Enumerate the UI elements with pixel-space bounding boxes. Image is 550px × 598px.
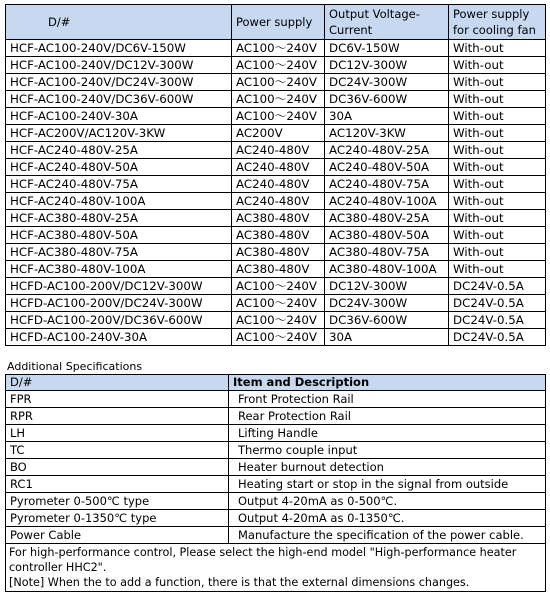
option-description-cell: Heating start or stop in the signal from outside xyxy=(229,476,546,493)
power-supply-cell: AC100～240V xyxy=(232,40,325,57)
note-row xyxy=(6,544,546,592)
model-cell: HCF-AC240-480V-75A xyxy=(6,176,232,193)
table-row xyxy=(6,193,546,210)
header-power-supply: Power supply xyxy=(232,5,325,40)
power-supply-cell: AC100～240V xyxy=(232,91,325,108)
option-code-cell: RC1 xyxy=(6,476,229,493)
cooling-fan-cell: With-out xyxy=(449,57,546,74)
output-cell: AC240-480V-25A xyxy=(325,142,449,159)
model-cell: HCF-AC240-480V-25A xyxy=(6,142,232,159)
header-dnum: D/# xyxy=(6,375,229,391)
model-cell: HCFD-AC100-200V/DC24V-300W xyxy=(6,295,232,312)
table-row xyxy=(6,159,546,176)
output-cell: AC120V-3KW xyxy=(325,125,449,142)
model-cell: HCF-AC380-480V-25A xyxy=(6,210,232,227)
cooling-fan-cell: With-out xyxy=(449,261,546,278)
option-code-cell: LH xyxy=(6,425,229,442)
cooling-fan-cell: With-out xyxy=(449,74,546,91)
power-supply-cell: AC100～240V xyxy=(232,329,325,346)
option-description-cell: Rear Protection Rail xyxy=(229,408,546,425)
model-cell: HCF-AC100-240V/DC6V-150W xyxy=(6,40,232,57)
table-row xyxy=(6,295,546,312)
option-code-cell: Pyrometer 0-500℃ type xyxy=(6,493,229,510)
model-cell: HCF-AC240-480V-50A xyxy=(6,159,232,176)
model-cell: HCF-AC100-240V/DC36V-600W xyxy=(6,91,232,108)
cooling-fan-cell: With-out xyxy=(449,244,546,261)
output-cell: AC380-480V-50A xyxy=(325,227,449,244)
power-supply-cell: AC100～240V xyxy=(232,312,325,329)
output-cell: DC36V-600W xyxy=(325,312,449,329)
additional-specs-header xyxy=(6,375,546,391)
model-cell: HCFD-AC100-240V-30A xyxy=(6,329,232,346)
additional-specs-title: Additional Specifications xyxy=(7,360,143,373)
power-supply-cell: AC380-480V xyxy=(232,261,325,278)
power-supply-cell: AC200V xyxy=(232,125,325,142)
power-supply-cell: AC240-480V xyxy=(232,142,325,159)
option-code-cell: RPR xyxy=(6,408,229,425)
table-row xyxy=(6,278,546,295)
table-row xyxy=(6,459,546,476)
option-description-cell: Front Protection Rail xyxy=(229,391,546,408)
cooling-fan-cell: With-out xyxy=(449,108,546,125)
model-cell: HCFD-AC100-200V/DC36V-600W xyxy=(6,312,232,329)
power-supply-cell: AC240-480V xyxy=(232,159,325,176)
table-row xyxy=(6,57,546,74)
output-cell: DC6V-150W xyxy=(325,40,449,57)
output-cell: AC380-480V-25A xyxy=(325,210,449,227)
table-row xyxy=(6,244,546,261)
power-supply-cell: AC240-480V xyxy=(232,176,325,193)
option-description-cell: Thermo couple input xyxy=(229,442,546,459)
power-supply-cell: AC380-480V xyxy=(232,244,325,261)
dimensions-note: [Note] When the to add a function, there is that the external dimensions changes. xyxy=(9,576,470,589)
table-row xyxy=(6,210,546,227)
option-code-cell: Pyrometer 0-1350℃ type xyxy=(6,510,229,527)
cooling-fan-cell: With-out xyxy=(449,142,546,159)
table-row xyxy=(6,74,546,91)
output-cell: AC380-480V-100A xyxy=(325,261,449,278)
model-cell: HCF-AC240-480V-100A xyxy=(6,193,232,210)
high-performance-note: For high-performance control, Please select the high-end model "High-performance heater controller HHC2". xyxy=(9,546,517,574)
power-supply-cell: AC100～240V xyxy=(232,278,325,295)
additional-specs-table xyxy=(5,374,546,592)
option-code-cell: Power Cable xyxy=(6,527,229,544)
models-table-header xyxy=(6,5,546,40)
output-cell: 30A xyxy=(325,329,449,346)
output-cell: DC24V-300W xyxy=(325,295,449,312)
cooling-fan-cell: With-out xyxy=(449,125,546,142)
table-row xyxy=(6,329,546,346)
table-row xyxy=(6,91,546,108)
cooling-fan-cell: With-out xyxy=(449,91,546,108)
power-supply-cell: AC100～240V xyxy=(232,108,325,125)
table-row xyxy=(6,108,546,125)
model-cell: HCF-AC100-240V/DC24V-300W xyxy=(6,74,232,91)
output-cell: AC240-480V-100A xyxy=(325,193,449,210)
cooling-fan-cell: With-out xyxy=(449,193,546,210)
table-row xyxy=(6,442,546,459)
header-cooling-fan: Power supply for cooling fan xyxy=(449,5,546,40)
output-cell: AC380-480V-75A xyxy=(325,244,449,261)
header-dnum: D/# xyxy=(6,5,232,40)
table-row xyxy=(6,408,546,425)
table-row xyxy=(6,312,546,329)
power-supply-cell: AC380-480V xyxy=(232,227,325,244)
option-code-cell: BO xyxy=(6,459,229,476)
option-description-cell: Heater burnout detection xyxy=(229,459,546,476)
table-row xyxy=(6,142,546,159)
output-cell: DC12V-300W xyxy=(325,57,449,74)
model-cell: HCFD-AC100-200V/DC12V-300W xyxy=(6,278,232,295)
cooling-fan-cell: With-out xyxy=(449,210,546,227)
output-cell: 30A xyxy=(325,108,449,125)
table-row xyxy=(6,425,546,442)
power-supply-cell: AC100～240V xyxy=(232,57,325,74)
cooling-fan-cell: With-out xyxy=(449,159,546,176)
output-cell: DC36V-600W xyxy=(325,91,449,108)
table-row xyxy=(6,510,546,527)
model-cell: HCF-AC100-240V/DC12V-300W xyxy=(6,57,232,74)
output-cell: AC240-480V-50A xyxy=(325,159,449,176)
table-row xyxy=(6,125,546,142)
models-table xyxy=(5,4,546,346)
model-cell: HCF-AC380-480V-100A xyxy=(6,261,232,278)
table-row xyxy=(6,261,546,278)
output-cell: DC24V-300W xyxy=(325,74,449,91)
table-row xyxy=(6,176,546,193)
option-description-cell: Output 4-20mA as 0-1350℃. xyxy=(229,510,546,527)
cooling-fan-cell: With-out xyxy=(449,40,546,57)
output-cell: AC240-480V-75A xyxy=(325,176,449,193)
model-cell: HCF-AC200V/AC120V-3KW xyxy=(6,125,232,142)
table-row xyxy=(6,40,546,57)
option-code-cell: FPR xyxy=(6,391,229,408)
table-row xyxy=(6,493,546,510)
cooling-fan-cell: With-out xyxy=(449,176,546,193)
table-row xyxy=(6,391,546,408)
option-code-cell: TC xyxy=(6,442,229,459)
output-cell: DC12V-300W xyxy=(325,278,449,295)
cooling-fan-cell: DC24V-0.5A xyxy=(449,278,546,295)
option-description-cell: Output 4-20mA as 0-500℃. xyxy=(229,493,546,510)
model-cell: HCF-AC380-480V-50A xyxy=(6,227,232,244)
table-row xyxy=(6,227,546,244)
power-supply-cell: AC240-480V xyxy=(232,193,325,210)
option-description-cell: Lifting Handle xyxy=(229,425,546,442)
power-supply-cell: AC100～240V xyxy=(232,74,325,91)
cooling-fan-cell: DC24V-0.5A xyxy=(449,295,546,312)
table-row xyxy=(6,476,546,493)
cooling-fan-cell: DC24V-0.5A xyxy=(449,329,546,346)
model-cell: HCF-AC100-240V-30A xyxy=(6,108,232,125)
header-item-description: Item and Description xyxy=(229,375,546,391)
cooling-fan-cell: DC24V-0.5A xyxy=(449,312,546,329)
power-supply-cell: AC380-480V xyxy=(232,210,325,227)
cooling-fan-cell: With-out xyxy=(449,227,546,244)
header-output: Output Voltage-Current xyxy=(325,5,449,40)
table-row xyxy=(6,527,546,544)
power-supply-cell: AC100～240V xyxy=(232,295,325,312)
option-description-cell: Manufacture the specification of the power cable. xyxy=(229,527,546,544)
model-cell: HCF-AC380-480V-75A xyxy=(6,244,232,261)
